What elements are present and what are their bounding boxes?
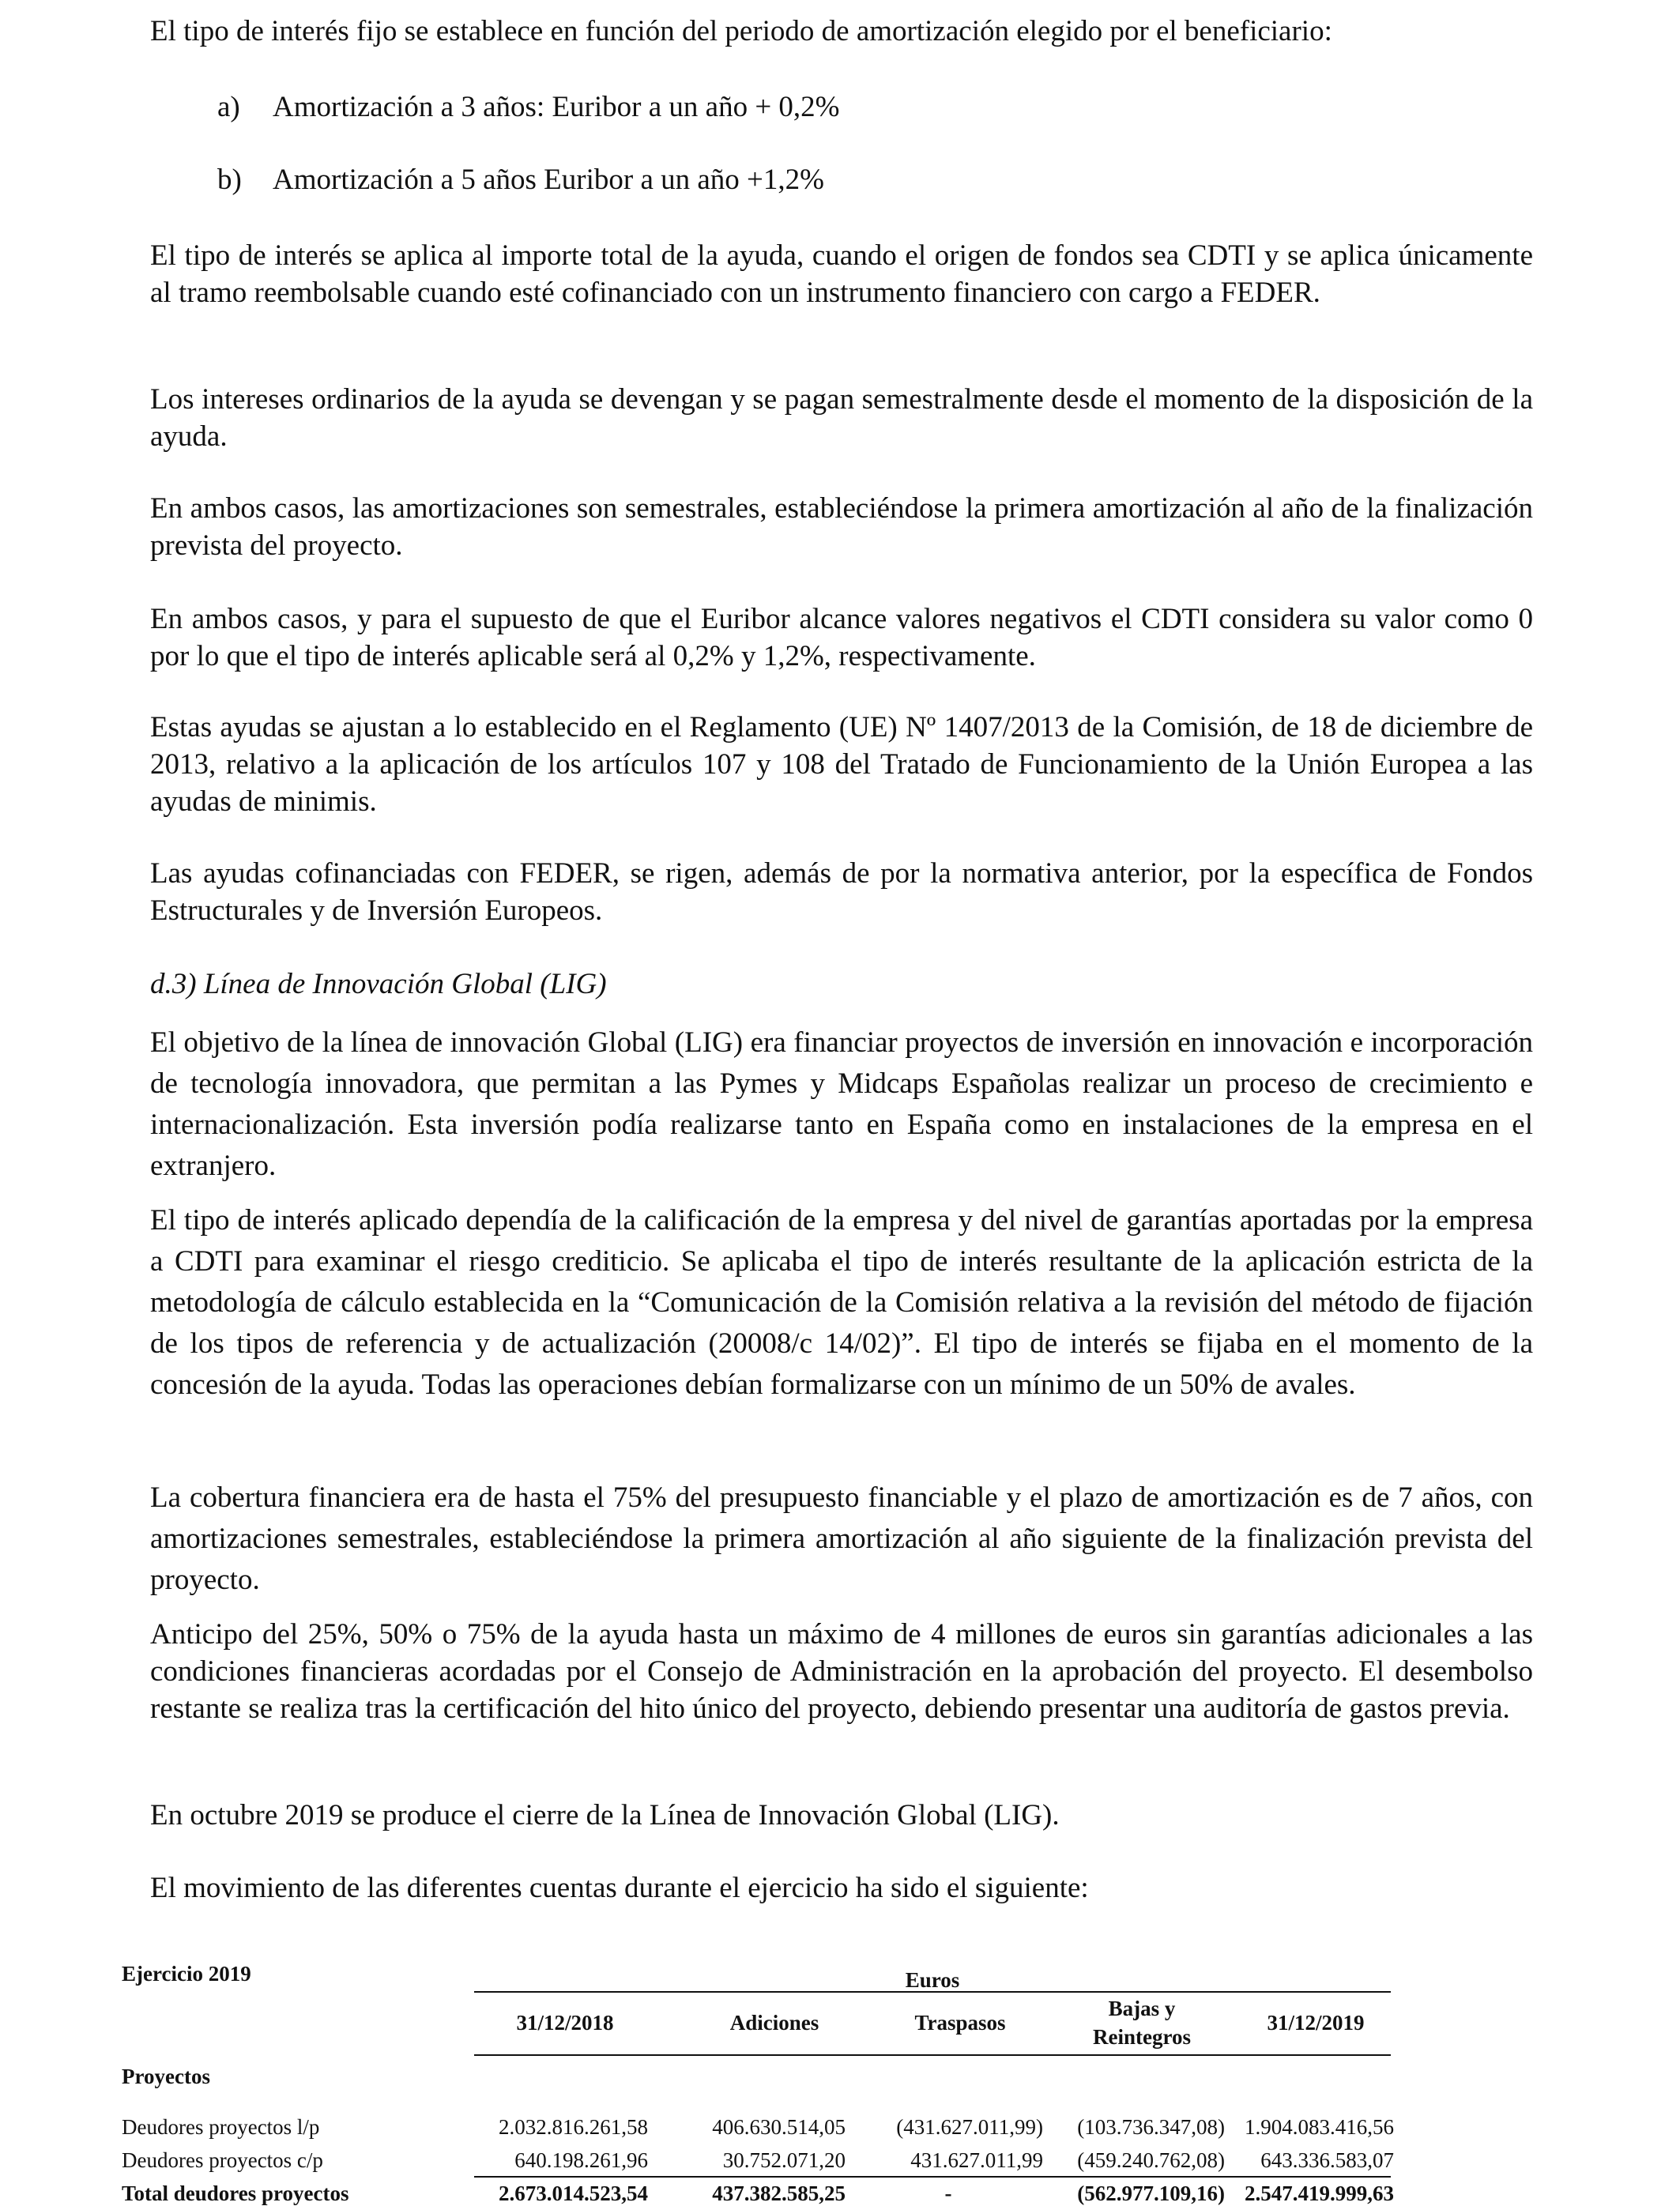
cell-value: (103.736.347,08) (1077, 2115, 1225, 2139)
row-label: Deudores proyectos l/p (122, 2115, 320, 2139)
list-marker: a) (217, 91, 240, 123)
list-marker: b) (217, 164, 242, 196)
paragraph-cobertura: La cobertura financiera era de hasta el 75% del presupuesto financiable y el plazo de amortización es de 7 años, con amortizaciones semestrales, estableciéndose la primera amortización al año siguiente de la finalización prevista del proyecto. (150, 1481, 1533, 1596)
paragraph-anticipo: Anticipo del 25%, 50% o 75% de la ayuda hasta un máximo de 4 millones de euros sin garantías adicionales a las condiciones financieras acordadas por el Consejo de Administración en la aprobación del proyecto. El desembolso restante se realiza tras la certificación del hito único del proyecto, debiendo presentar una auditoría de gastos previa. (150, 1618, 1533, 1725)
paragraph-tipo-aplicado: El tipo de interés se aplica al importe total de la ayuda, cuando el origen de fondos sea CDTI y se aplica únicamente al tramo reembolsable cuando esté cofinanciado con un instrumento financiero con cargo a FEDER. (150, 239, 1533, 309)
total-value: 2.547.419.999,63 (1245, 2182, 1394, 2205)
cell-value: (431.627.011,99) (896, 2115, 1043, 2139)
col-header-bajas-line1: Bajas y (1108, 1997, 1176, 2020)
cell-value: 406.630.514,05 (712, 2115, 846, 2139)
paragraph-cierre-lig: En octubre 2019 se produce el cierre de la Línea de Innovación Global (LIG). (150, 1799, 1060, 1831)
section-label-proyectos: Proyectos (122, 2065, 210, 2088)
total-value: - (944, 2182, 952, 2205)
euros-group-header: Euros (905, 1968, 960, 1992)
paragraph-feder: Las ayudas cofinanciadas con FEDER, se rigen, además de por la normativa anterior, por la específica de Fondos Estructurales y de Inversión Europeos. (150, 857, 1533, 927)
paragraph-lig-tipo-interes: El tipo de interés aplicado dependía de la calificación de la empresa y del nivel de garantías aportadas por la empresa a CDTI para examinar el riesgo crediticio. Se aplicaba el tipo de interés resultante de la aplicación estricta de la metodología de cálculo establecida en la “Comunicación de la Comisión relativa a la revisión del método de fijación de los tipos de referencia y de actualización (20008/c 14/02)”. El tipo de interés se fijaba en el momento de la concesión de la ayuda. Todas las operaciones debían formalizarse con un mínimo de un 50% de avales. (150, 1204, 1533, 1401)
paragraph-amortizaciones: En ambos casos, las amortizaciones son semestrales, estableciéndose la primera amortización al año de la finalización prevista del proyecto. (150, 492, 1533, 562)
total-rule (474, 2176, 1391, 2178)
total-value: 2.673.014.523,54 (499, 2182, 648, 2205)
cell-value: 643.336.583,07 (1260, 2148, 1394, 2172)
col-header-adiciones: Adiciones (729, 2011, 819, 2035)
total-value: (562.977.109,16) (1077, 2182, 1225, 2205)
col-header-31-12-2019: 31/12/2019 (1267, 2011, 1365, 2035)
paragraph-euribor-negativo: En ambos casos, y para el supuesto de que el Euribor alcance valores negativos el CDTI considera su valor como 0 por lo que el tipo de interés aplicable será al 0,2% y 1,2%, respectivamente. (150, 603, 1533, 672)
cell-value: 30.752.071,20 (722, 2148, 846, 2172)
total-label: Total deudores proyectos (122, 2182, 349, 2205)
cell-value: 640.198.261,96 (514, 2148, 648, 2172)
paragraph-movimiento: El movimiento de las diferentes cuentas durante el ejercicio ha sido el siguiente: (150, 1872, 1089, 1904)
paragraph-interest-rate: El tipo de interés fijo se establece en función del periodo de amortización elegido por el beneficiario: (150, 15, 1332, 47)
cell-value: 1.904.083.416,56 (1245, 2115, 1394, 2139)
list-text: Amortización a 5 años Euribor a un año +1,2% (273, 164, 824, 196)
header-bottom-rule (474, 2054, 1391, 2056)
paragraph-reglamento: Estas ayudas se ajustan a lo establecido en el Reglamento (UE) Nº 1407/2013 de la Comisión, de 18 de diciembre de 2013, relativo a la aplicación de los artículos 107 y 108 del Tratado de Funcionamiento de la Unión Europea a las ayudas de minimis. (150, 711, 1533, 818)
header-rule (474, 1991, 1391, 1993)
cell-value: 2.032.816.261,58 (499, 2115, 648, 2139)
paragraph-intereses-ordinarios: Los intereses ordinarios de la ayuda se devengan y se pagan semestralmente desde el momento de la disposición de la ayuda. (150, 383, 1533, 453)
cell-value: 431.627.011,99 (910, 2148, 1043, 2172)
col-header-31-12-2018: 31/12/2018 (516, 2011, 614, 2035)
section-heading-lig: d.3) Línea de Innovación Global (LIG) (150, 968, 607, 1000)
cell-value: (459.240.762,08) (1077, 2148, 1225, 2172)
col-header-traspasos: Traspasos (914, 2011, 1006, 2035)
total-value: 437.382.585,25 (712, 2182, 846, 2205)
list-text: Amortización a 3 años: Euribor a un año + 0,2% (273, 91, 840, 123)
row-label: Deudores proyectos c/p (122, 2148, 323, 2172)
col-header-bajas-line2: Reintegros (1093, 2025, 1191, 2049)
paragraph-lig-objetivo: El objetivo de la línea de innovación Global (LIG) era financiar proyectos de inversión en innovación e incorporación de tecnología innovadora, que permitan a las Pymes y Midcaps Españolas realizar un proceso de crecimiento e internacionalización. Esta inversión podía realizarse tanto en España como en instalaciones de la empresa en el extranjero. (150, 1026, 1533, 1182)
table-title: Ejercicio 2019 (122, 1962, 251, 1986)
